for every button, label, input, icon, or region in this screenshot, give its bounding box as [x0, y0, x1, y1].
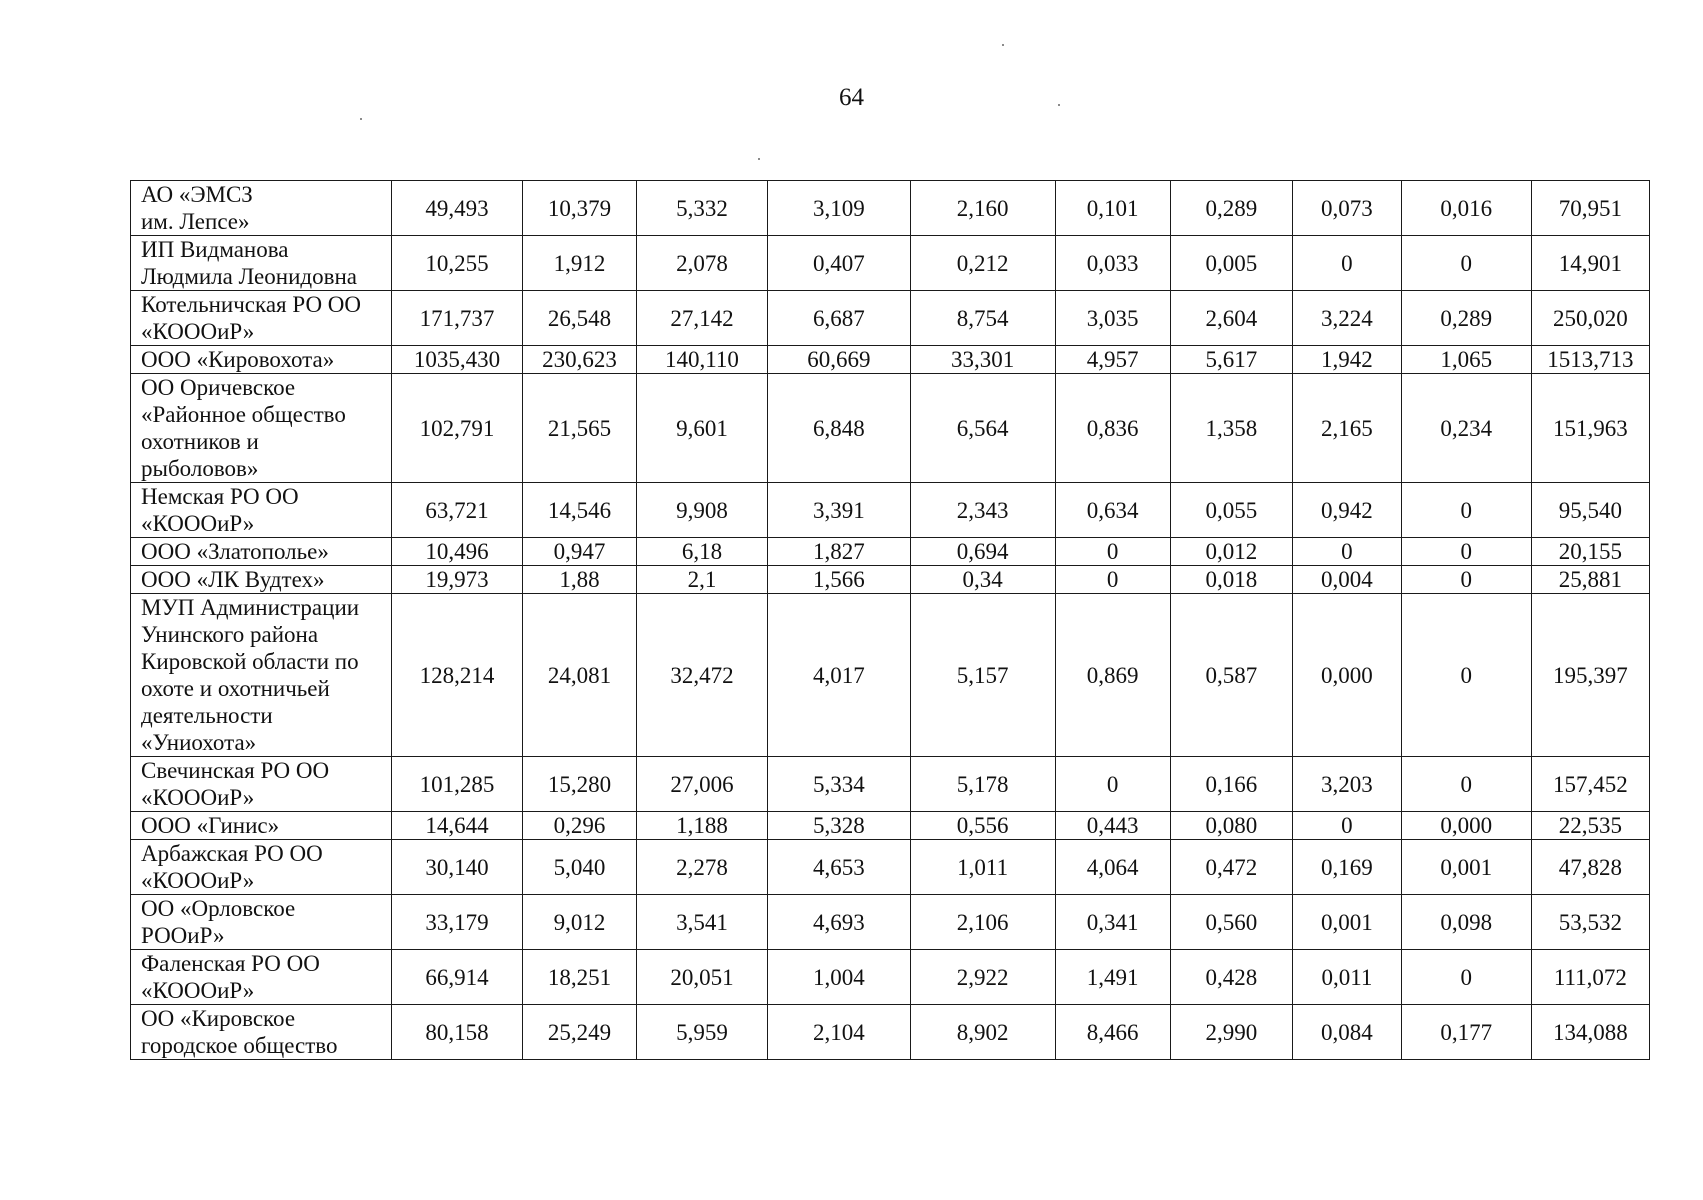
data-table-container [130, 180, 1650, 1060]
organization-name-cell: ООО «Кировохота» [131, 346, 392, 374]
table-row [131, 538, 1650, 566]
value-cell: 0,177 [1401, 1005, 1531, 1060]
total-value-cell: 22,535 [1531, 812, 1649, 840]
value-cell: 2,278 [636, 840, 767, 895]
value-cell: 0,084 [1293, 1005, 1402, 1060]
value-cell: 3,203 [1293, 757, 1402, 812]
value-cell: 0,004 [1293, 566, 1402, 594]
value-cell: 4,064 [1055, 840, 1170, 895]
organization-name-cell: ООО «Гинис» [131, 812, 392, 840]
value-cell: 0 [1293, 538, 1402, 566]
scan-speck [1058, 104, 1060, 106]
value-cell: 19,973 [391, 566, 522, 594]
table-row [131, 483, 1650, 538]
value-cell: 15,280 [522, 757, 636, 812]
value-cell: 10,255 [391, 236, 522, 291]
value-cell: 1,566 [767, 566, 910, 594]
value-cell: 1,827 [767, 538, 910, 566]
organization-name-cell: Арбажская РО ОО «КОООиР» [131, 840, 392, 895]
table-row [131, 950, 1650, 1005]
value-cell: 1,942 [1293, 346, 1402, 374]
total-value-cell: 195,397 [1531, 594, 1649, 757]
value-cell: 0 [1401, 566, 1531, 594]
value-cell: 0 [1293, 236, 1402, 291]
value-cell: 0 [1293, 812, 1402, 840]
scan-speck [1002, 44, 1004, 46]
value-cell: 9,908 [636, 483, 767, 538]
value-cell: 3,109 [767, 181, 910, 236]
value-cell: 2,343 [910, 483, 1055, 538]
value-cell: 0 [1055, 566, 1170, 594]
table-row [131, 291, 1650, 346]
value-cell: 5,328 [767, 812, 910, 840]
value-cell: 0,080 [1170, 812, 1293, 840]
total-value-cell: 111,072 [1531, 950, 1649, 1005]
scan-speck [360, 118, 362, 120]
value-cell: 0,947 [522, 538, 636, 566]
value-cell: 0,942 [1293, 483, 1402, 538]
total-value-cell: 14,901 [1531, 236, 1649, 291]
total-value-cell: 151,963 [1531, 374, 1649, 483]
value-cell: 63,721 [391, 483, 522, 538]
value-cell: 171,737 [391, 291, 522, 346]
table-row [131, 374, 1650, 483]
organization-name-cell: Фаленская РО ОО «КОООиР» [131, 950, 392, 1005]
value-cell: 0,587 [1170, 594, 1293, 757]
organization-name-cell: АО «ЭМСЗ им. Лепсе» [131, 181, 392, 236]
value-cell: 2,160 [910, 181, 1055, 236]
value-cell: 0 [1401, 594, 1531, 757]
table-row [131, 236, 1650, 291]
value-cell: 4,653 [767, 840, 910, 895]
value-cell: 33,179 [391, 895, 522, 950]
value-cell: 27,142 [636, 291, 767, 346]
value-cell: 0,634 [1055, 483, 1170, 538]
value-cell: 140,110 [636, 346, 767, 374]
value-cell: 0,012 [1170, 538, 1293, 566]
value-cell: 9,012 [522, 895, 636, 950]
organization-name-cell: ООО «Златополье» [131, 538, 392, 566]
value-cell: 2,1 [636, 566, 767, 594]
value-cell: 0 [1401, 950, 1531, 1005]
table-row [131, 757, 1650, 812]
value-cell: 1,88 [522, 566, 636, 594]
value-cell: 2,165 [1293, 374, 1402, 483]
organization-name-cell: Немская РО ОО «КОООиР» [131, 483, 392, 538]
value-cell: 4,693 [767, 895, 910, 950]
value-cell: 5,332 [636, 181, 767, 236]
table-row [131, 812, 1650, 840]
page-number: 64 [839, 84, 864, 111]
total-value-cell: 1513,713 [1531, 346, 1649, 374]
value-cell: 0,033 [1055, 236, 1170, 291]
table-row [131, 840, 1650, 895]
data-table [130, 180, 1650, 1060]
value-cell: 1035,430 [391, 346, 522, 374]
total-value-cell: 47,828 [1531, 840, 1649, 895]
value-cell: 101,285 [391, 757, 522, 812]
value-cell: 0,556 [910, 812, 1055, 840]
table-row [131, 566, 1650, 594]
value-cell: 0,212 [910, 236, 1055, 291]
total-value-cell: 70,951 [1531, 181, 1649, 236]
value-cell: 0,443 [1055, 812, 1170, 840]
organization-name-cell: МУП Администрации Унинского района Кировской области по охоте и охотничьей деятельности «Униохота» [131, 594, 392, 757]
value-cell: 6,564 [910, 374, 1055, 483]
organization-name-cell: ОО «Орловское РООиР» [131, 895, 392, 950]
value-cell: 0,000 [1401, 812, 1531, 840]
value-cell: 27,006 [636, 757, 767, 812]
value-cell: 1,188 [636, 812, 767, 840]
value-cell: 2,104 [767, 1005, 910, 1060]
value-cell: 0,341 [1055, 895, 1170, 950]
value-cell: 0,296 [522, 812, 636, 840]
table-row [131, 1005, 1650, 1060]
value-cell: 21,565 [522, 374, 636, 483]
value-cell: 0,011 [1293, 950, 1402, 1005]
table-row [131, 181, 1650, 236]
value-cell: 0,000 [1293, 594, 1402, 757]
value-cell: 0 [1401, 483, 1531, 538]
value-cell: 5,040 [522, 840, 636, 895]
value-cell: 80,158 [391, 1005, 522, 1060]
value-cell: 0,018 [1170, 566, 1293, 594]
organization-name-cell: ОО «Кировское городское общество [131, 1005, 392, 1060]
value-cell: 9,601 [636, 374, 767, 483]
value-cell: 24,081 [522, 594, 636, 757]
value-cell: 0,101 [1055, 181, 1170, 236]
value-cell: 0,166 [1170, 757, 1293, 812]
total-value-cell: 250,020 [1531, 291, 1649, 346]
value-cell: 5,617 [1170, 346, 1293, 374]
value-cell: 1,358 [1170, 374, 1293, 483]
value-cell: 8,466 [1055, 1005, 1170, 1060]
total-value-cell: 95,540 [1531, 483, 1649, 538]
value-cell: 6,687 [767, 291, 910, 346]
value-cell: 0,869 [1055, 594, 1170, 757]
value-cell: 10,379 [522, 181, 636, 236]
organization-name-cell: Котельничская РО ОО «КОООиР» [131, 291, 392, 346]
value-cell: 1,491 [1055, 950, 1170, 1005]
value-cell: 1,011 [910, 840, 1055, 895]
total-value-cell: 20,155 [1531, 538, 1649, 566]
value-cell: 0,472 [1170, 840, 1293, 895]
value-cell: 0 [1055, 757, 1170, 812]
value-cell: 30,140 [391, 840, 522, 895]
value-cell: 0 [1401, 538, 1531, 566]
value-cell: 0,073 [1293, 181, 1402, 236]
value-cell: 2,078 [636, 236, 767, 291]
value-cell: 49,493 [391, 181, 522, 236]
value-cell: 5,334 [767, 757, 910, 812]
value-cell: 26,548 [522, 291, 636, 346]
value-cell: 6,18 [636, 538, 767, 566]
value-cell: 3,541 [636, 895, 767, 950]
value-cell: 8,902 [910, 1005, 1055, 1060]
value-cell: 2,106 [910, 895, 1055, 950]
value-cell: 0,560 [1170, 895, 1293, 950]
value-cell: 5,959 [636, 1005, 767, 1060]
value-cell: 6,848 [767, 374, 910, 483]
value-cell: 0,001 [1401, 840, 1531, 895]
value-cell: 0,098 [1401, 895, 1531, 950]
value-cell: 0,016 [1401, 181, 1531, 236]
value-cell: 2,604 [1170, 291, 1293, 346]
value-cell: 0,428 [1170, 950, 1293, 1005]
total-value-cell: 25,881 [1531, 566, 1649, 594]
value-cell: 0,055 [1170, 483, 1293, 538]
value-cell: 25,249 [522, 1005, 636, 1060]
value-cell: 1,912 [522, 236, 636, 291]
value-cell: 2,990 [1170, 1005, 1293, 1060]
value-cell: 1,065 [1401, 346, 1531, 374]
value-cell: 60,669 [767, 346, 910, 374]
total-value-cell: 134,088 [1531, 1005, 1649, 1060]
value-cell: 0,005 [1170, 236, 1293, 291]
organization-name-cell: Свечинская РО ОО «КОООиР» [131, 757, 392, 812]
value-cell: 0,836 [1055, 374, 1170, 483]
value-cell: 14,644 [391, 812, 522, 840]
total-value-cell: 157,452 [1531, 757, 1649, 812]
value-cell: 10,496 [391, 538, 522, 566]
organization-name-cell: ИП Видманова Людмила Леонидовна [131, 236, 392, 291]
value-cell: 0,169 [1293, 840, 1402, 895]
value-cell: 0,34 [910, 566, 1055, 594]
organization-name-cell: ООО «ЛК Вудтех» [131, 566, 392, 594]
value-cell: 32,472 [636, 594, 767, 757]
value-cell: 18,251 [522, 950, 636, 1005]
table-row [131, 594, 1650, 757]
value-cell: 0,407 [767, 236, 910, 291]
value-cell: 0,001 [1293, 895, 1402, 950]
value-cell: 33,301 [910, 346, 1055, 374]
value-cell: 1,004 [767, 950, 910, 1005]
value-cell: 0,694 [910, 538, 1055, 566]
table-row [131, 346, 1650, 374]
organization-name-cell: ОО Оричевское «Районное общество охотников и рыболовов» [131, 374, 392, 483]
value-cell: 14,546 [522, 483, 636, 538]
value-cell: 3,224 [1293, 291, 1402, 346]
value-cell: 0 [1401, 236, 1531, 291]
value-cell: 3,035 [1055, 291, 1170, 346]
table-body [131, 181, 1650, 1060]
value-cell: 0 [1055, 538, 1170, 566]
value-cell: 8,754 [910, 291, 1055, 346]
value-cell: 0,234 [1401, 374, 1531, 483]
value-cell: 102,791 [391, 374, 522, 483]
value-cell: 2,922 [910, 950, 1055, 1005]
value-cell: 66,914 [391, 950, 522, 1005]
table-row [131, 895, 1650, 950]
value-cell: 20,051 [636, 950, 767, 1005]
total-value-cell: 53,532 [1531, 895, 1649, 950]
value-cell: 128,214 [391, 594, 522, 757]
value-cell: 230,623 [522, 346, 636, 374]
value-cell: 0 [1401, 757, 1531, 812]
value-cell: 4,017 [767, 594, 910, 757]
value-cell: 5,157 [910, 594, 1055, 757]
value-cell: 4,957 [1055, 346, 1170, 374]
value-cell: 0,289 [1401, 291, 1531, 346]
value-cell: 5,178 [910, 757, 1055, 812]
scan-speck [758, 158, 760, 160]
value-cell: 0,289 [1170, 181, 1293, 236]
value-cell: 3,391 [767, 483, 910, 538]
